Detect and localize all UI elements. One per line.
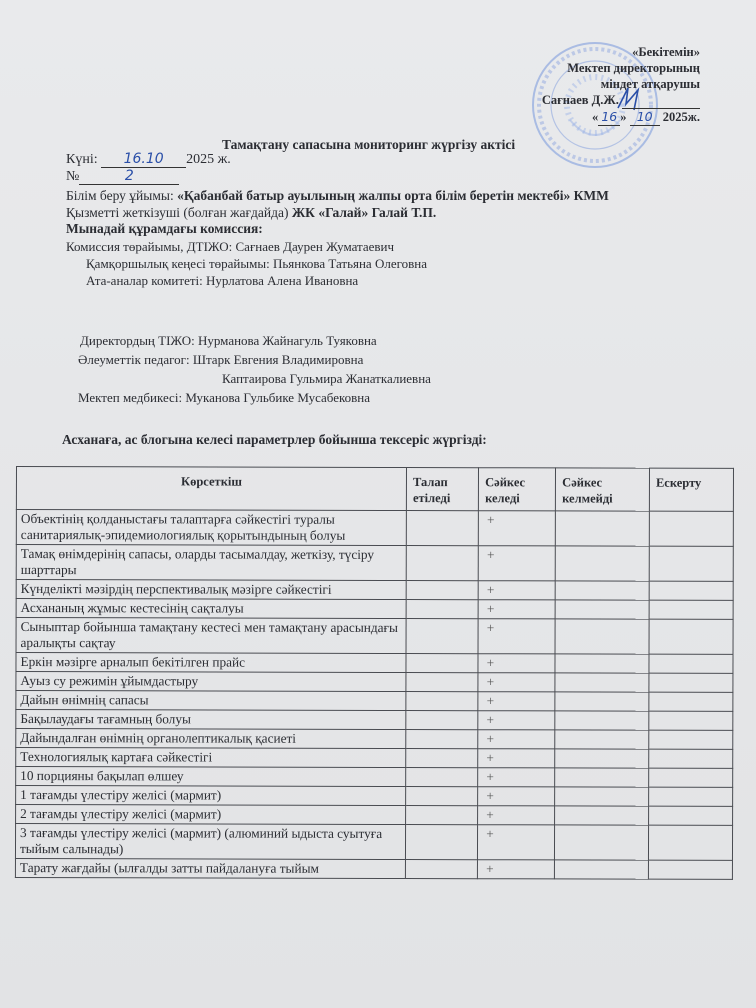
table-row [16, 653, 733, 674]
member-role: Қамқоршылық кеңесі төрайымы: [86, 256, 270, 271]
commission-member [86, 256, 427, 272]
document-title: Тамақтану сапасына мониторинг жүргізу актісі [222, 137, 516, 152]
compliant-cell: + [478, 619, 555, 654]
required-cell [406, 768, 478, 787]
indicator-cell: Күнделікті мәзірдің перспективалық мәзірге сәйкестігі [16, 580, 406, 600]
required-cell [406, 546, 478, 581]
date-suffix: 2025 ж. [186, 152, 231, 167]
header-note: Ескерту [649, 468, 733, 511]
date-quote-open: « [592, 110, 599, 124]
member-role: Директордың ТІЖО: [80, 333, 195, 348]
compliant-cell: + [478, 546, 555, 581]
member-name: Нурманова Жайнагуль Туяковна [197, 333, 377, 348]
approval-month: 10 [630, 109, 660, 126]
commission-member [222, 371, 431, 387]
approval-year: 2025ж. [662, 110, 700, 124]
note-cell [649, 692, 733, 711]
table-row [16, 805, 733, 826]
table-header-row [16, 467, 733, 512]
number-label: № [66, 169, 80, 184]
member-name: Сағнаев Даурен Жуматаевич [235, 239, 395, 254]
approval-position: Мектеп директорының [567, 61, 700, 75]
member-role: Мектеп медбикесі: [78, 390, 183, 405]
compliant-cell: + [478, 860, 555, 879]
note-cell [649, 673, 733, 692]
noncompliant-cell [555, 860, 649, 879]
inspection-table [15, 466, 734, 880]
indicator-cell: Технологиялық картаға сәйкестігі [16, 748, 406, 768]
noncompliant-cell [555, 825, 649, 860]
member-role: Ата-аналар комитеті: [86, 273, 203, 288]
date-line [66, 151, 231, 168]
noncompliant-cell [555, 749, 649, 768]
note-cell [649, 619, 733, 654]
inspection-heading: Асханаға, ас блогына келесі параметрлер бойынша тексеріс жүргізді: [62, 432, 487, 447]
compliant-cell: + [478, 673, 555, 692]
header-indicator: Көрсеткіш [16, 467, 406, 511]
header-required: Талап етіледі [406, 468, 478, 511]
organization-line [66, 188, 609, 204]
required-cell [406, 730, 478, 749]
header-compliant: Сәйкес келеді [479, 468, 556, 511]
table-row [16, 786, 733, 807]
commission-member [78, 390, 370, 406]
table-row [16, 545, 733, 582]
required-cell [406, 600, 478, 619]
table-row [16, 672, 733, 693]
noncompliant-cell [555, 654, 649, 673]
table-row [16, 729, 733, 750]
approval-heading: «Бекітемін» [632, 45, 700, 59]
indicator-cell: Асхананың жұмыс кестесінің сақталуы [16, 599, 406, 619]
table-row [16, 599, 733, 620]
required-cell [406, 787, 478, 806]
date-value: 16.10 [101, 151, 186, 168]
required-cell [406, 581, 478, 600]
date-quote-close: » [620, 110, 627, 124]
noncompliant-cell [555, 673, 649, 692]
required-cell [406, 711, 478, 730]
compliant-cell: + [478, 692, 555, 711]
noncompliant-cell [555, 787, 649, 806]
note-cell [649, 787, 733, 806]
header-noncompliant: Сәйкес келмейді [556, 468, 650, 511]
approval-block [500, 44, 700, 126]
table-row [15, 824, 732, 861]
table-row [16, 691, 733, 712]
date-label: Күні: [66, 152, 98, 167]
table-row [16, 748, 733, 769]
required-cell [406, 673, 478, 692]
required-cell [406, 619, 478, 654]
table-row [16, 710, 733, 731]
commission-heading: Мынадай құрамдағы комиссия: [66, 221, 263, 236]
compliant-cell: + [478, 787, 555, 806]
org-value: «Қабанбай батыр ауылының жалпы орта білім беретін мектебі» КММ [177, 188, 609, 203]
indicator-cell: Бақылаудағы тағамның болуы [16, 710, 406, 730]
member-role: Комиссия төрайымы, ДТІЖО: [66, 239, 233, 254]
number-line [66, 168, 179, 185]
indicator-cell: Еркін мәзірге арналып бекітілген прайс [16, 653, 406, 673]
note-cell [648, 825, 732, 860]
compliant-cell: + [478, 581, 555, 600]
indicator-cell: Объектінің қолданыстағы талаптарға сәйкестігі туралы санитариялық-эпидемиологиялық қорытындының болуы [16, 510, 406, 546]
approval-position-2: міндет атқарушы [600, 77, 700, 91]
note-cell [649, 581, 733, 600]
approval-signer: Сағнаев Д.Ж. [541, 93, 619, 107]
note-cell [649, 749, 733, 768]
noncompliant-cell [555, 806, 649, 825]
required-cell [406, 654, 478, 673]
compliant-cell: + [478, 749, 555, 768]
note-cell [649, 511, 733, 546]
indicator-cell: 2 тағамды үлестіру желісі (мармит) [16, 805, 406, 825]
commission-member [80, 333, 377, 349]
required-cell [406, 749, 478, 768]
compliant-cell: + [478, 654, 555, 673]
table-row [16, 767, 733, 788]
noncompliant-cell [555, 692, 649, 711]
compliant-cell: + [478, 730, 555, 749]
note-cell [649, 711, 733, 730]
noncompliant-cell [555, 546, 649, 581]
member-name: Пьянкова Татьяна Олеговна [272, 256, 427, 271]
compliant-cell: + [478, 511, 555, 546]
commission-member [86, 273, 358, 289]
compliant-cell: + [478, 768, 555, 787]
member-name: Каптаирова Гульмира Жанаткалиевна [222, 371, 431, 386]
member-name: Штарк Евгения Владимировна [192, 352, 364, 367]
required-cell [406, 692, 478, 711]
note-cell [649, 806, 733, 825]
indicator-cell: 10 порцияны бақылап өлшеу [16, 767, 406, 787]
compliant-cell: + [478, 600, 555, 619]
indicator-cell: Тарату жағдайы (ылғалды затты пайдалануға тыйым [15, 858, 405, 878]
member-role: Әлеуметтік педагог: [78, 352, 190, 367]
compliant-cell: + [478, 806, 555, 825]
table-row [16, 618, 733, 655]
supplier-value: ЖК «Галай» Галай Т.П. [291, 205, 437, 220]
noncompliant-cell [555, 711, 649, 730]
indicator-cell: Тамақ өнімдерінің сапасы, оларды тасымалдау, жеткізу, түсіру шарттары [16, 545, 406, 581]
member-name: Муканова Гульбике Мусабековна [185, 390, 370, 405]
compliant-cell: + [478, 825, 555, 860]
table-row [15, 858, 732, 879]
supplier-label: Қызметті жеткізуші (болған жағдайда) [66, 205, 289, 220]
supplier-line [66, 205, 436, 221]
required-cell [406, 511, 478, 546]
noncompliant-cell [555, 768, 649, 787]
approval-day: 16 [598, 109, 620, 126]
indicator-cell: Дайындалған өнімнің органолептикалық қасиеті [16, 729, 406, 749]
noncompliant-cell [556, 511, 650, 546]
indicator-cell: 3 тағамды үлестіру желісі (мармит) (алюминий ыдыста суытуға тыйым салынады) [15, 824, 405, 860]
indicator-cell: Сыныптар бойынша тамақтану кестесі мен тамақтану арасындағы аралықты сақтау [16, 618, 406, 654]
table-row [16, 510, 733, 547]
indicator-cell: 1 тағамды үлестіру желісі (мармит) [16, 786, 406, 806]
compliant-cell: + [478, 711, 555, 730]
required-cell [405, 860, 477, 879]
required-cell [406, 806, 478, 825]
note-cell [649, 654, 733, 673]
org-label: Білім беру ұйымы: [66, 188, 174, 203]
noncompliant-cell [555, 581, 649, 600]
indicator-cell: Ауыз су режимін ұйымдастыру [16, 672, 406, 692]
number-value: 2 [79, 168, 179, 185]
commission-member [78, 352, 363, 368]
noncompliant-cell [555, 619, 649, 654]
noncompliant-cell [555, 600, 649, 619]
noncompliant-cell [555, 730, 649, 749]
table-row [16, 580, 733, 601]
commission-member [66, 239, 394, 255]
note-cell [649, 768, 733, 787]
member-name: Нурлатова Алена Ивановна [206, 273, 359, 288]
note-cell [648, 860, 732, 879]
note-cell [649, 730, 733, 749]
note-cell [649, 600, 733, 619]
note-cell [649, 546, 733, 581]
indicator-cell: Дайын өнімнің сапасы [16, 691, 406, 711]
required-cell [406, 825, 478, 860]
